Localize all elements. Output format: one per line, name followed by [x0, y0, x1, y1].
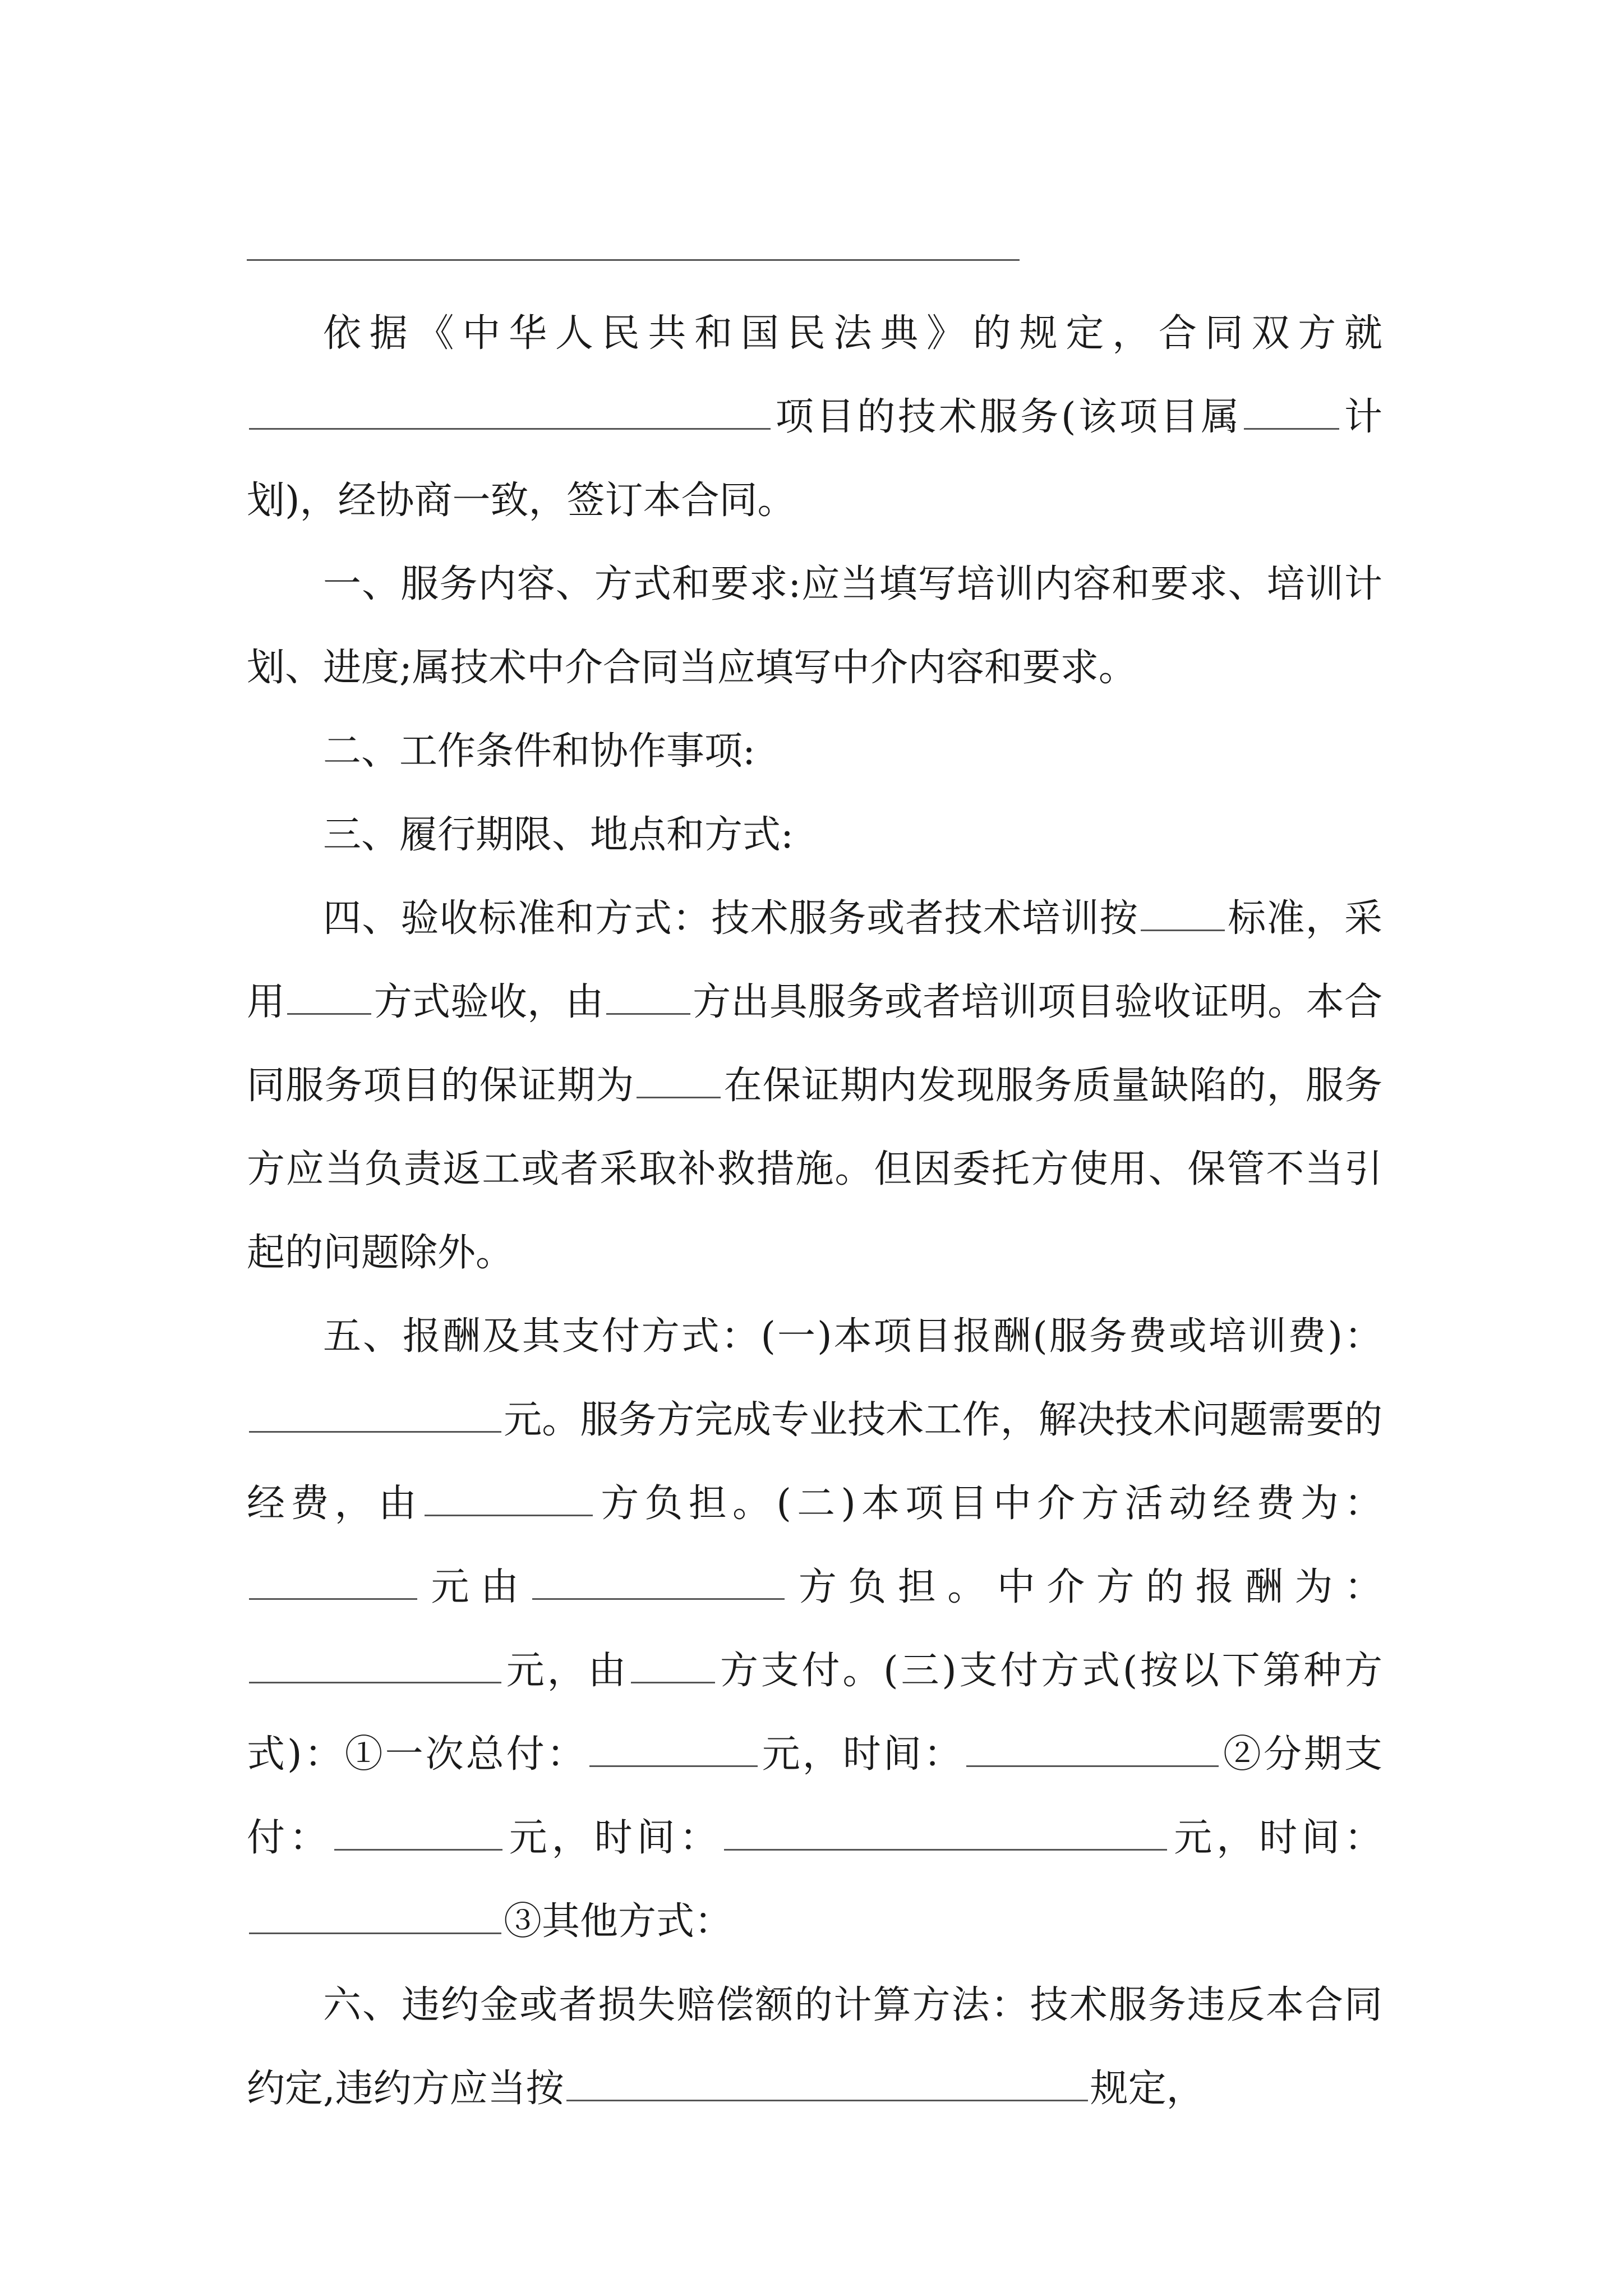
section-4-text: 方出具服务或者培训项目验: [692, 980, 1153, 1024]
section-5-text: 技术问题需要的经费，由: [247, 1398, 1382, 1526]
warranty-blank: [637, 1065, 721, 1098]
agency-party-blank: [532, 1567, 785, 1600]
contract-body: [247, 292, 1382, 2131]
section-1-text: 一、服务内容、方式和要求:应当填写培训内容和要求、: [323, 562, 1267, 606]
section-5-text: 式：: [656, 1899, 733, 1944]
section-6-text: 六、违约金或者损失赔偿额的计算方法：技术服务违反: [323, 1983, 1266, 2027]
section-5-text: 元，由: [504, 1649, 629, 1693]
section-5-text: ②分期支付：: [247, 1732, 1382, 1860]
installment-time-blank: [724, 1818, 1167, 1851]
section-4-text: 因委托方使用、保管不当引起的问题除外。: [247, 1147, 1382, 1275]
section-6-text: 本合同约定,违约方应当按: [247, 1983, 1382, 2111]
section-5-text: ③其他方: [504, 1899, 657, 1944]
section-5-text: 方负担。(二)本项目中介: [595, 1481, 1081, 1526]
section-2: [247, 710, 1382, 793]
breach-rule-blank: [566, 2068, 1088, 2101]
intro-text: 项目的技术服务(该项目属: [773, 395, 1242, 439]
section-5-text: 元，时间：: [504, 1816, 722, 1860]
section-5-text: 方支付。(三)支付方式: [717, 1649, 1123, 1693]
section-4-text: 标: [1227, 896, 1267, 941]
intro-text: 依据《中华人民共和国民法典》的规定，合同双方就: [323, 311, 1382, 356]
party-blank: [606, 982, 690, 1015]
intro-text: 计划)，经: [247, 395, 1382, 523]
header-rule: [247, 259, 1020, 261]
lump-sum-time-blank: [966, 1734, 1219, 1767]
section-5-text: (按以下第种方式)：①一次总付：: [247, 1649, 1382, 1777]
intro-text: 协商一致，签订本合同。: [376, 478, 796, 523]
section-5-text: 五、报酬及其支付方式：(一)本项目报酬(服务费或培: [323, 1314, 1248, 1359]
section-5-text: 训费)：: [1248, 1314, 1383, 1359]
section-6: [247, 1963, 1382, 2131]
section-4-text: 收证明。本合同服务项目的保证期为: [247, 980, 1382, 1108]
section-5-text: 方负担。中介方: [787, 1565, 1146, 1609]
section-4-text: 准，采用: [247, 896, 1382, 1024]
standard-blank: [1141, 898, 1225, 931]
plan-blank: [1244, 397, 1339, 430]
section-5-text: 元，时间：: [759, 1732, 964, 1777]
section-5-text: 元由: [419, 1565, 531, 1609]
section-4-text: 四、验收标准和方式：技术服务或者技术培训按: [323, 896, 1139, 941]
section-3: [247, 793, 1382, 877]
lump-sum-blank: [589, 1734, 758, 1767]
agency-pay-blank: [249, 1650, 501, 1683]
installment-blank: [334, 1818, 502, 1851]
section-1: [247, 542, 1382, 710]
section-1-text: 培训计划、进度;属技术中介合同当应填写中介内容和要求。: [247, 562, 1382, 690]
fee-blank: [249, 1400, 501, 1433]
section-4-text: 在保证期内发现服: [723, 1064, 1034, 1108]
section-5-text: 元。服务方完成专业技术工作，解决: [504, 1398, 1115, 1442]
section-5-text: 的报酬为：: [1146, 1565, 1382, 1609]
section-6-text: 规定，: [1090, 2067, 1205, 2111]
section-5-text: 方活动经费为：: [1081, 1481, 1382, 1526]
project-name-blank: [249, 397, 771, 430]
agency-fee-blank: [249, 1567, 417, 1600]
section-4: [247, 877, 1382, 1295]
intro-paragraph: [247, 292, 1382, 542]
section-4-text: 方式验收，由: [374, 980, 604, 1024]
payer-blank: [631, 1650, 715, 1683]
section-3-text: 三、履行期限、地点和方式:: [323, 813, 794, 857]
method-blank: [287, 982, 371, 1015]
section-4-text: 务质量缺陷的，服务方应当负责返工或者采取补救措施。但: [247, 1064, 1382, 1191]
section-2-text: 二、工作条件和协作事项:: [323, 729, 755, 774]
section-5: [247, 1295, 1382, 1963]
installment-time-2-blank: [249, 1901, 501, 1934]
section-5-text: 元，时间：: [1169, 1816, 1382, 1860]
cost-party-blank: [425, 1483, 593, 1516]
